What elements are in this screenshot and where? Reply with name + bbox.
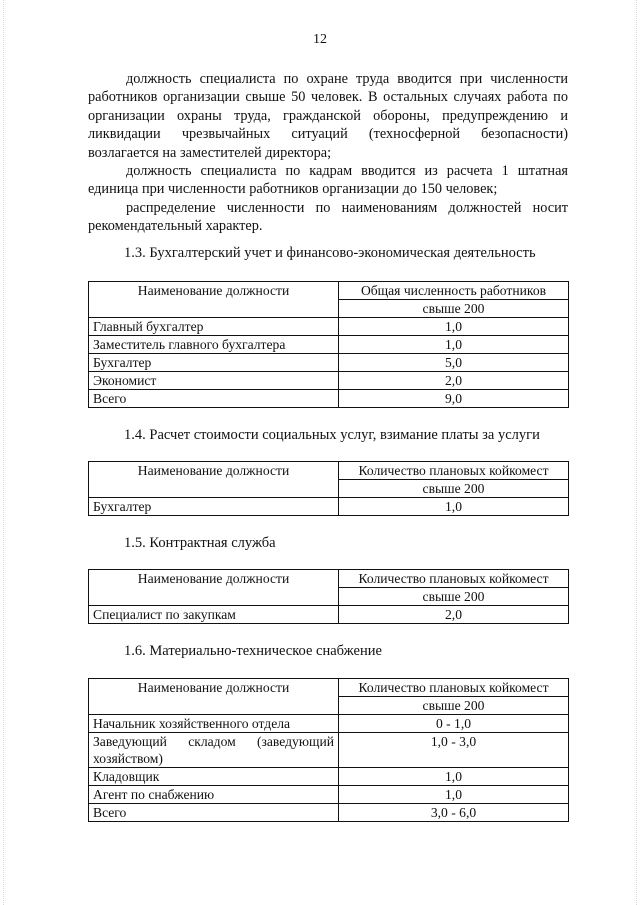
position-count: 2,0 <box>339 606 569 624</box>
page-number: 12 <box>313 32 327 47</box>
column-subheader: свыше 200 <box>339 588 569 606</box>
column-subheader: свыше 200 <box>339 300 569 318</box>
position-count: 1,0 <box>339 768 569 786</box>
position-name: Начальник хозяйственного отдела <box>89 715 339 733</box>
scan-edge-left <box>3 0 8 905</box>
table-row <box>89 354 569 372</box>
column-header-name: Наименование должности <box>89 570 339 606</box>
position-count: 3,0 - 6,0 <box>339 804 569 822</box>
staff-table-1-3 <box>88 281 569 408</box>
column-header-count: Общая численность работников <box>339 282 569 300</box>
section-title-1-5: 1.5. Контрактная служба <box>124 535 276 551</box>
position-name: Заместитель главного бухгалтера <box>89 336 339 354</box>
position-name: Заведующий складом (заведующий хозяйством) <box>89 733 339 768</box>
table-row-total <box>89 804 569 822</box>
intro-paragraph: распределение численности по наименованиям должностей носит рекомендательный характер. <box>88 199 568 235</box>
intro-paragraph: должность специалиста по кадрам вводится из расчета 1 штатная единица при численности работников организации до 150 человек; <box>88 163 568 198</box>
table-row <box>89 786 569 804</box>
position-name: Специалист по закупкам <box>89 606 339 624</box>
table-row-total <box>89 390 569 408</box>
column-header-count: Количество плановых койкомест <box>339 679 569 697</box>
column-subheader: свыше 200 <box>339 697 569 715</box>
table-row <box>89 715 569 733</box>
position-name: Кладовщик <box>89 768 339 786</box>
position-name: Всего <box>89 804 339 822</box>
table-row <box>89 498 569 516</box>
table-row <box>89 606 569 624</box>
intro-text <box>88 70 568 236</box>
position-count: 0 - 1,0 <box>339 715 569 733</box>
column-header-count: Количество плановых койкомест <box>339 462 569 480</box>
position-name: Бухгалтер <box>89 354 339 372</box>
section-title-1-6: 1.6. Материально-техническое снабжение <box>124 643 382 659</box>
position-count: 1,0 <box>339 786 569 804</box>
table-row <box>89 733 569 768</box>
position-name: Экономист <box>89 372 339 390</box>
column-header-count: Количество плановых койкомест <box>339 570 569 588</box>
scan-edge-right <box>632 0 637 905</box>
position-count: 5,0 <box>339 354 569 372</box>
table-row <box>89 768 569 786</box>
position-count: 1,0 <box>339 336 569 354</box>
position-count: 1,0 - 3,0 <box>339 733 569 768</box>
position-name: Главный бухгалтер <box>89 318 339 336</box>
table-row <box>89 372 569 390</box>
table-row <box>89 318 569 336</box>
staff-table-1-6 <box>88 678 569 822</box>
staff-table-1-5 <box>88 569 569 624</box>
position-count: 2,0 <box>339 372 569 390</box>
section-title-1-3: 1.3. Бухгалтерский учет и финансово-экономическая деятельность <box>124 245 536 261</box>
position-name: Агент по снабжению <box>89 786 339 804</box>
table-row <box>89 336 569 354</box>
section-title-1-4: 1.4. Расчет стоимости социальных услуг, взимание платы за услуги <box>124 427 540 443</box>
position-count: 1,0 <box>339 318 569 336</box>
intro-paragraph: должность специалиста по охране труда вводится при численности работников организации свыше 50 человек. В остальных случаях работа по организации охраны труда, гражданской обороны, предупреждению и ликвидации чрезвычайных ситуаций (техносферной безопасности) возлагается на заместителей директора; <box>88 71 568 161</box>
column-subheader: свыше 200 <box>339 480 569 498</box>
column-header-name: Наименование должности <box>89 679 339 715</box>
staff-table-1-4 <box>88 461 569 516</box>
position-count: 1,0 <box>339 498 569 516</box>
column-header-name: Наименование должности <box>89 282 339 318</box>
column-header-name: Наименование должности <box>89 462 339 498</box>
position-name: Всего <box>89 390 339 408</box>
position-count: 9,0 <box>339 390 569 408</box>
position-name: Бухгалтер <box>89 498 339 516</box>
